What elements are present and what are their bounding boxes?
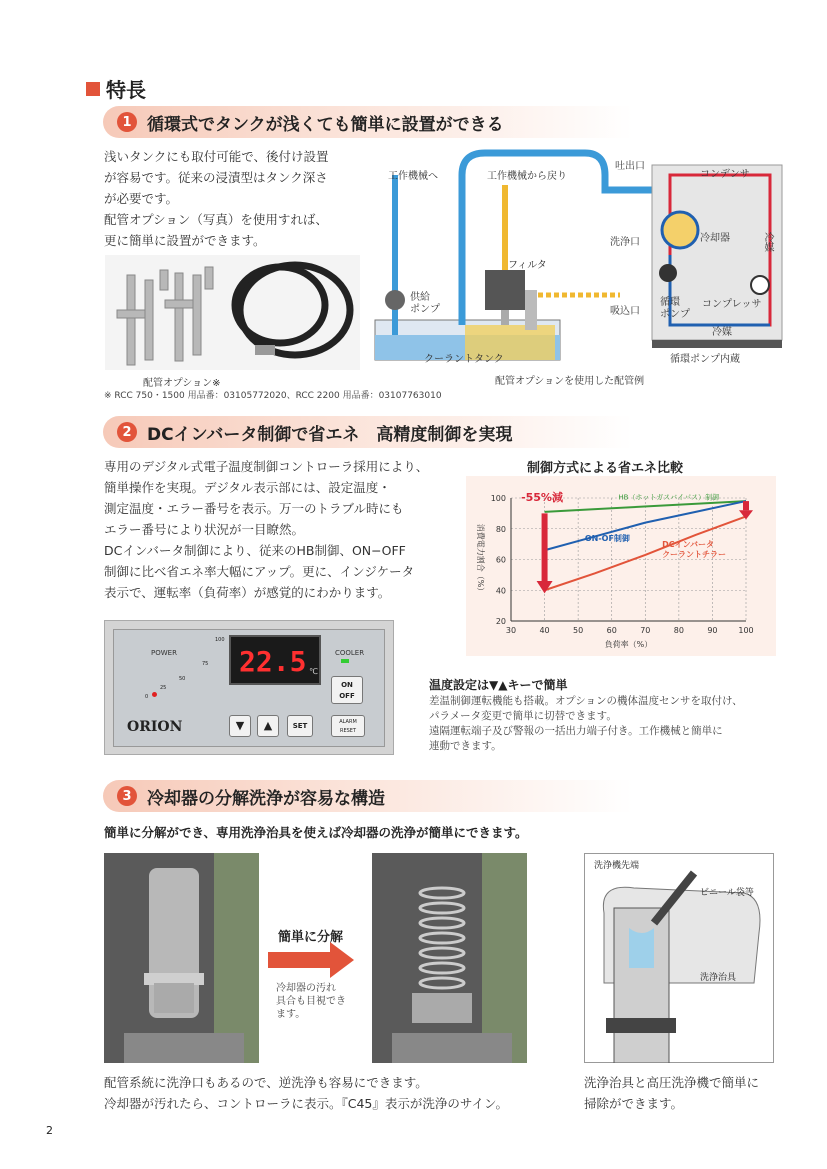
text-line: 連動できます。 [429,740,502,752]
pipe-option-caption: 配管オプション※ [143,378,221,389]
text-line: 表示で、運転率（負荷率）が感覚的にわかります。 [104,585,391,600]
label-condenser: コンデンサ [700,169,750,180]
label-jig: 洗浄治具 [700,973,737,983]
temp-setting-title: 温度設定は▼▲キーで簡単 [429,678,568,692]
pipe-option-footnote: ※ RCC 750・1500 用品番：03105772020、RCC 2200 用品番：03107763010 [104,391,442,401]
label-refrigerant: 冷媒 [712,327,732,338]
display-window [229,635,321,685]
label-nozzle: 洗浄機先端 [594,861,640,871]
label-compressor: コンプレッサ [702,299,762,310]
text-line: が必要です。 [104,191,179,206]
text-line: DCインバータ制御により、従来のHB制御、ON−OFF [104,543,406,558]
reset-label: RESET [339,728,357,734]
text-line: 制御に比べ省エネ率大幅にアップ。更に、インジケータ [104,564,415,579]
label-builtin-pump: 循環ポンプ内蔵 [670,354,740,365]
series-label-dc: DCインバータ [662,540,715,550]
label-coolant-tank: クーラントタンク [424,354,504,365]
temperature-unit: ℃ [309,667,318,676]
disassemble-label: 簡単に分解 [278,930,344,945]
label-intake: 吸込口 [610,306,640,317]
x-tick-label: 50 [573,626,584,635]
section-3-title: 冷却器の分解洗浄が容易な構造 [147,788,385,809]
y-tick-label: 40 [495,586,506,596]
section-1-text [104,146,364,251]
cooler-disassembled-photo [372,853,527,1063]
text-line: 配管オプション（写真）を使用すれば、 [104,212,328,227]
x-axis-label: 負荷率（%） [604,640,653,649]
x-tick-label: 40 [539,626,550,635]
section-2-text [104,456,454,603]
x-tick-label: 80 [673,626,684,635]
y-tick-label: 80 [495,524,506,534]
label-washing-port: 洗浄口 [610,237,640,248]
chart-title: 制御方式による省エネ比較 [527,461,684,476]
text-line: 掃除ができます。 [584,1096,684,1111]
orion-logo: ORION [127,719,183,735]
text-line: 冷却器の汚れ [276,983,336,994]
up-arrow-icon: ▲ [263,719,273,732]
section-3-bottom-right [584,1072,784,1114]
text-line: 具合も目視でき [276,996,346,1007]
section-2-header [103,416,633,448]
tick-75: 75 [202,661,209,667]
cooler-assembled-photo [104,853,259,1063]
text-line: 浅いタンクにも取付可能で、後付け設置 [104,149,329,164]
power-label: POWER [151,649,177,657]
alarm-reset-button[interactable] [331,715,365,737]
page-title-text: 特長 [106,78,146,102]
series-label-hb: HB（ホットガスバイパス）制御 [618,493,720,502]
y-axis-label: 消費電力割合（%） [476,523,485,596]
energy-chart [466,476,776,656]
alarm-label: ALARM [339,719,357,725]
series-label-dc: クーラントチラー [662,550,727,560]
section-2-title: DCインバータ制御で省エネ 高精度制御を実現 [147,424,513,445]
controller-panel-photo [104,620,394,755]
on-off-button[interactable] [331,676,363,704]
temperature-display: 22.5 [239,645,307,678]
section-3-lead: 簡単に分解ができ、専用洗浄治具を使えば冷却器の洗浄が簡単にできます。 [104,825,528,840]
off-label: OFF [339,692,355,700]
text-line: が容易です。従来の浸漬型はタンク深さ [104,170,328,185]
x-tick-label: 90 [707,626,718,635]
y-tick-label: 100 [490,494,506,503]
page-title [86,74,146,103]
section-1-number: 1 [117,112,137,132]
tick-100: 100 [215,637,225,643]
tick-50: 50 [179,676,186,682]
power-led-icon [152,692,157,697]
x-tick-label: 30 [505,626,517,635]
text-line: 配管系統に洗浄口もあるので、逆洗浄も容易にできます。 [104,1075,428,1090]
section-2-number: 2 [117,422,137,442]
label-filter: フィルタ [508,260,547,271]
tick-25: 25 [160,685,167,691]
y-tick-label: 60 [495,555,506,565]
text-line: エラー番号により状況が一目瞭然。 [104,522,305,537]
reduction-annotation: -55%減 [521,491,563,505]
label-supply-pump: 供給 ポンプ [410,292,440,315]
text-line: 更に簡単に設置ができます。 [104,233,266,248]
y-tick-label: 20 [495,617,506,626]
label-outlet: 吐出口 [615,161,645,172]
up-button[interactable] [257,715,279,737]
label-refrigerant-vertical: 冷媒 [762,232,773,252]
text-line: 測定温度・エラー番号を表示。万一のトラブル時にも [104,501,404,516]
down-button[interactable] [229,715,251,737]
section-1-header [103,106,633,138]
label-circ-pump: 循環 ポンプ [660,297,690,320]
page-number: 2 [46,1124,53,1137]
title-square-icon [86,82,100,96]
text-line: 専用のデジタル式電子温度制御コントローラ採用により、 [104,459,429,474]
set-button[interactable]: SET [287,715,313,737]
x-tick-label: 60 [606,626,617,635]
label-from-machine: 工作機械から戻り [487,171,567,182]
diagram-caption: 配管オプションを使用した配管例 [495,376,645,387]
text-line: 遠隔運転端子及び警報の一括出力端子付き。工作機械と簡単に [429,725,723,737]
x-tick-label: 100 [738,626,754,635]
text-line: 冷却器が汚れたら、コントローラに表示。『C45』表示が洗浄のサイン。 [104,1096,509,1111]
label-cooler: 冷却器 [700,233,730,244]
series-label-onoff: ON-OF制御 [584,534,630,544]
section-3-header [103,780,633,812]
temp-setting-text [429,694,743,754]
cooler-label: COOLER [335,649,365,657]
down-arrow-icon: ▼ [235,719,245,732]
text-line: 簡単操作を実現。デジタル表示部には、設定温度・ [104,480,391,495]
cooler-led-icon [341,659,349,663]
pipe-option-photo [105,255,360,370]
on-label: ON [341,681,353,689]
label-bag: ビニール袋等 [700,888,754,898]
dirt-note [276,982,346,1021]
x-tick-label: 70 [640,626,651,635]
section-3-bottom-left [104,1072,564,1114]
tick-0: 0 [145,694,149,700]
text-line: パラメータ変更で簡単に切替できます。 [429,710,617,722]
section-3-number: 3 [117,786,137,806]
section-1-title: 循環式でタンクが浅くても簡単に設置ができる [147,114,504,135]
label-to-machine: 工作機械へ [388,171,438,182]
text-line: 洗浄治具と高圧洗浄機で簡単に [584,1075,760,1090]
text-line: 差温制御運転機能も搭載。オプションの機体温度センサを取付け、 [429,695,743,707]
text-line: ます。 [276,1009,306,1020]
disassemble-arrow-icon [268,940,358,980]
